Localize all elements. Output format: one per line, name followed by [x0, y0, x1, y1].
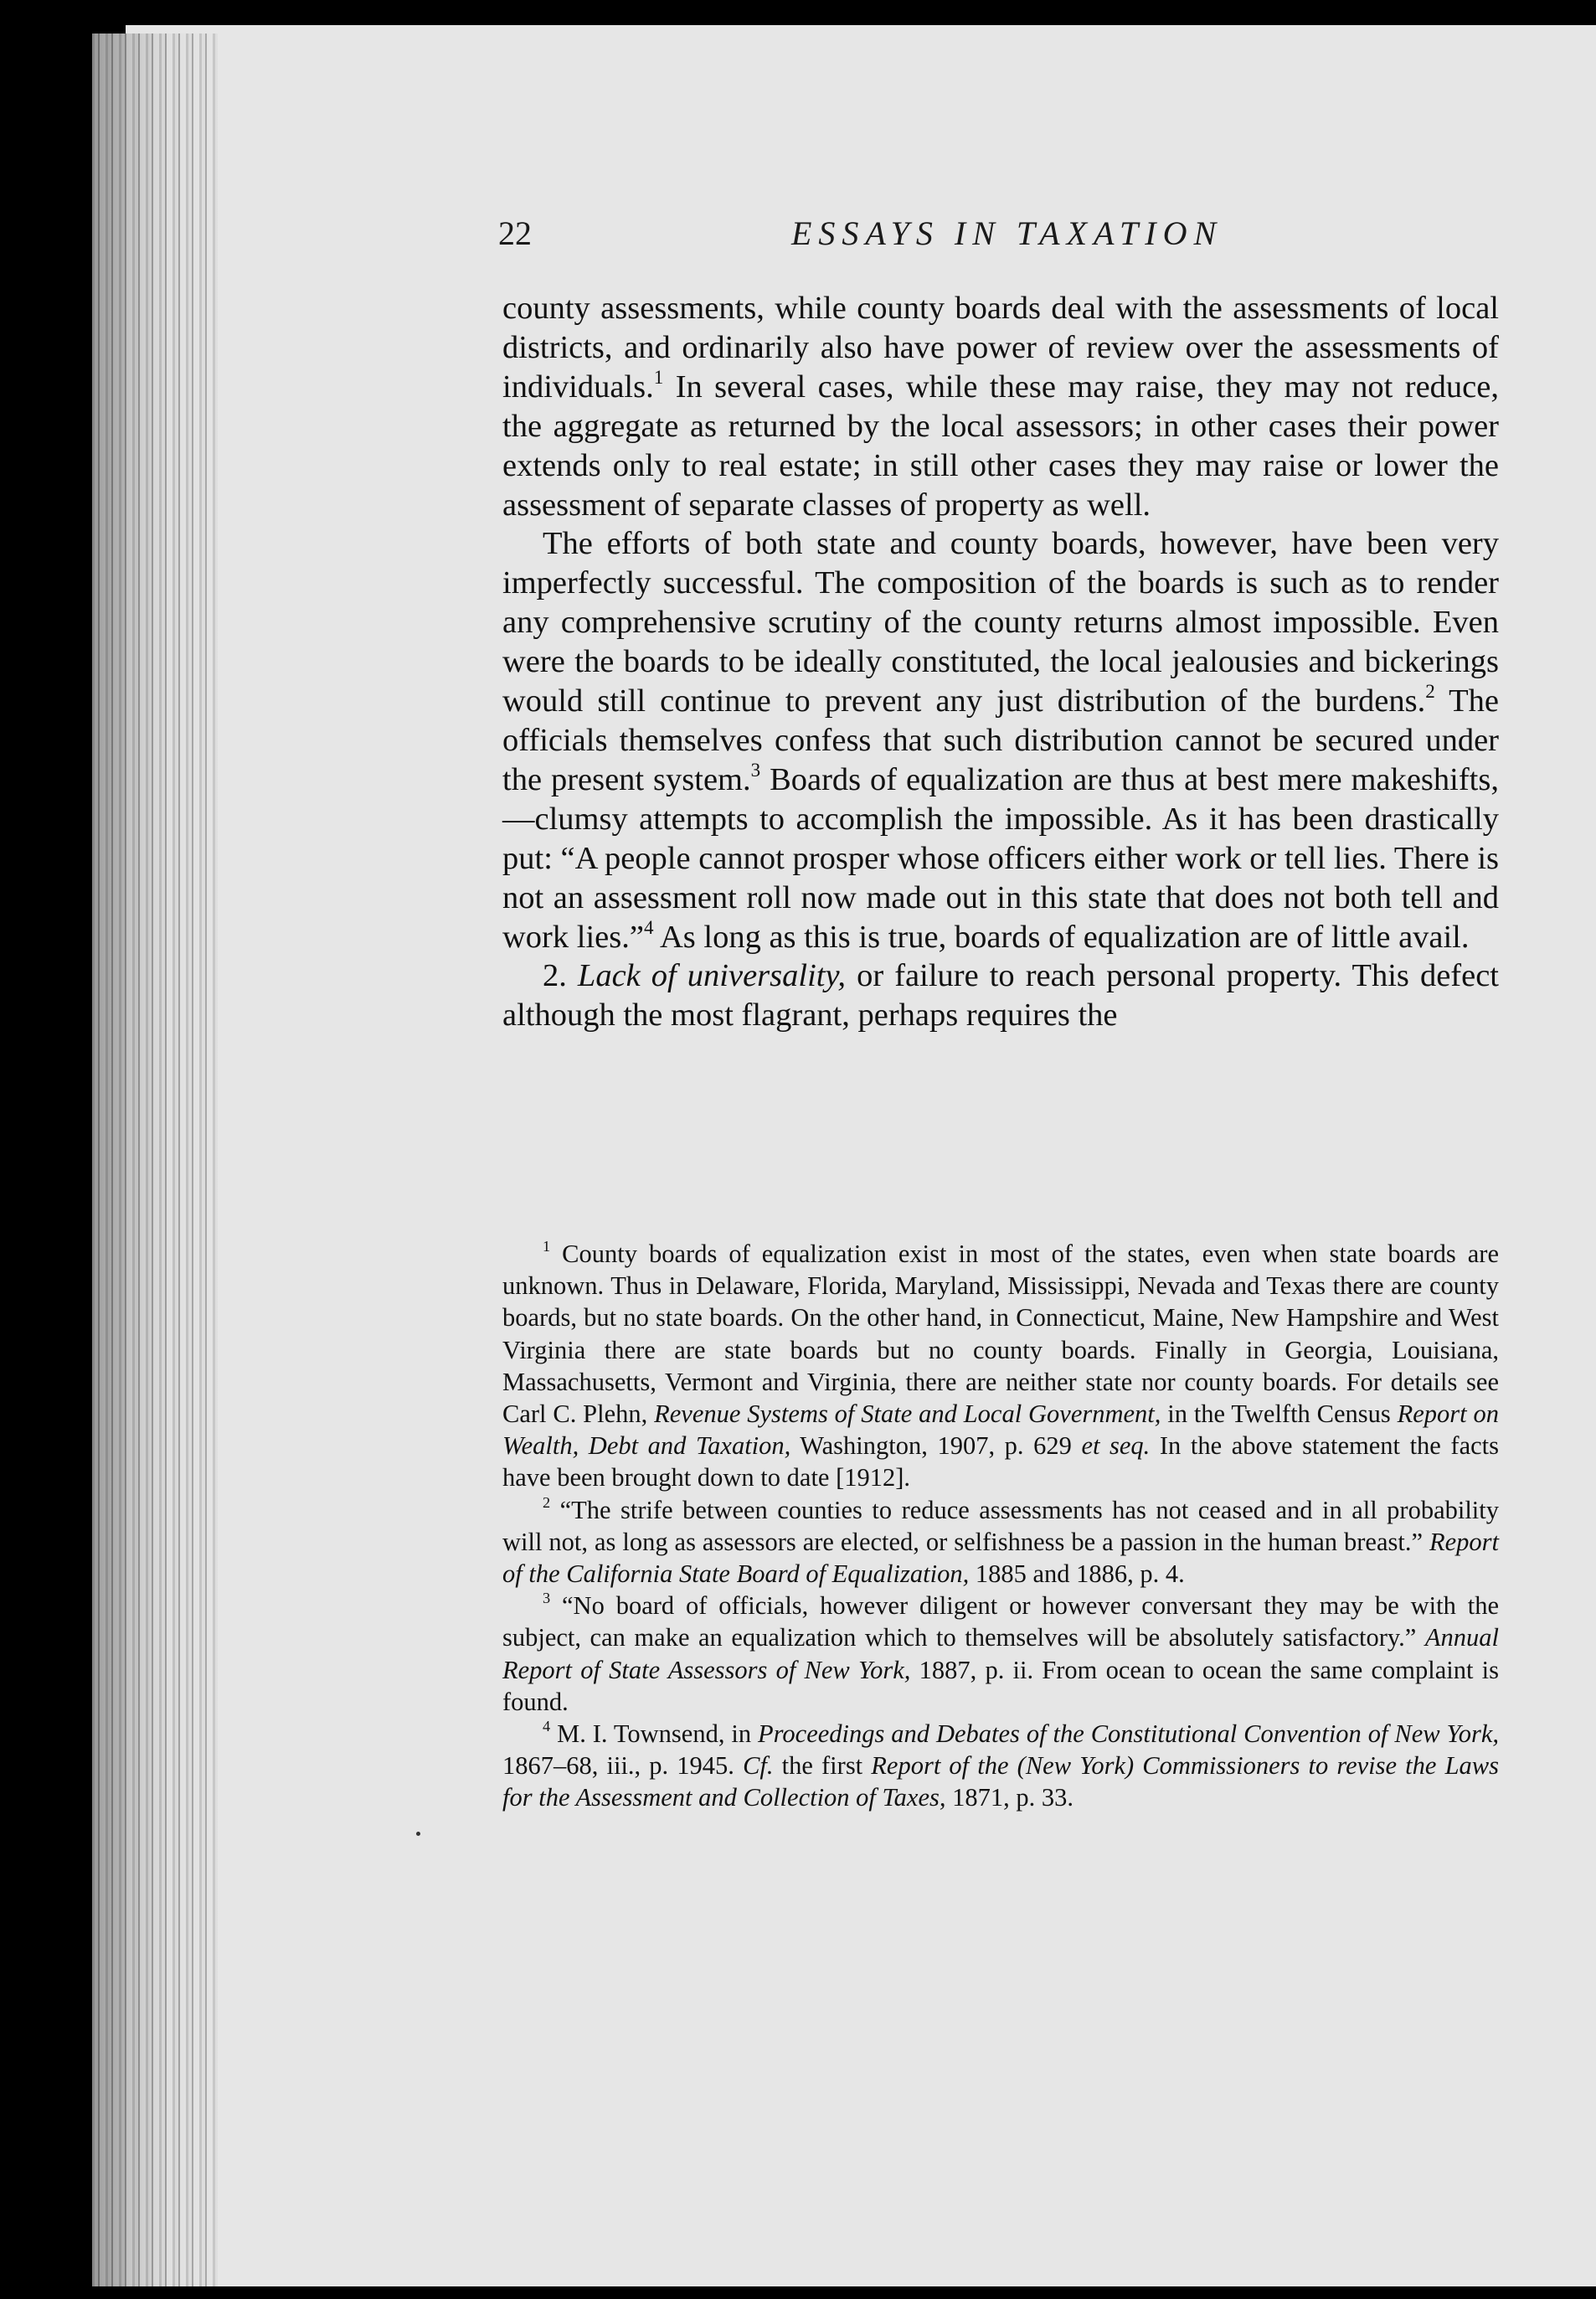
body-text: [502, 289, 1499, 1035]
page-number: 22: [498, 214, 532, 252]
running-title: ESSAYS IN TAXATION: [791, 214, 1223, 252]
footnote-ref-4: 4: [643, 915, 654, 938]
footnote-2: $^2$ “The strife between counties to reduce assessments has not ceased and in all probability will not, as long as assessors are elected, or selfishness be a passion in the human breast.” Report of the California State Board of Equalization, 1885 and 1886, p. 4.: [502, 1493, 1499, 1589]
footnote-ref-1: 1: [653, 365, 664, 388]
footnote-4: $^4$ M. I. Townsend, in Proceedings and Debates of the Constitutional Convention of New York, 1867–68, iii., p. 1945. Cf. the first Report of the (New York) Commissioners to revise the Laws for the Assessment and Collection of Taxes, 1871, p. 33.: [502, 1718, 1499, 1812]
footnote-ref-2: 2: [1425, 679, 1435, 702]
book-spine-edge: [92, 34, 218, 2286]
footnotes: [502, 1238, 1499, 1814]
paragraph-3: 2. Lack of universality, or failure to reach personal property. This defect although the most flagrant, perhaps requires the: [502, 958, 1499, 1034]
section-heading: Lack of universality,: [577, 958, 847, 994]
footnote-ref-3: 3: [750, 758, 761, 781]
running-header: [498, 214, 1361, 264]
paragraph-2: The efforts of both state and county boards, however, have been very imperfectly successful. The composition of the boards is such as to render any comprehensive scrutiny of the county returns almost impossible. Even were the boards to be ideally constituted, the local jealousies and bickerings would still continue to prevent any just distribution of the burdens.$^2$ The officials themselves confess that such distribution cannot be secured under the present system.$^3$ Boards of equalization are thus at best mere makeshifts,—clumsy attempts to accomplish the impossible. As it has been drastically put: “A people cannot prosper whose officers either work or tell lies. There is not an assessment roll now made out in this state that does not both tell and work lies.”$^4$ As long as this is true, boards of equalization are of little avail.: [502, 526, 1499, 955]
margin-speck: [416, 1832, 420, 1836]
footnote-3: $^3$ “No board of officials, however diligent or however conversant they may be with the subject, can make an equalization which to themselves will be absolutely satisfactory.” Annual Report of State Assessors of New York, 1887, p. ii. From ocean to ocean the same complaint is found.: [502, 1590, 1500, 1716]
footnote-1: $^1$ County boards of equalization exist in most of the states, even when state boards are unknown. Thus in Delaware, Florida, Maryland, Mississippi, Nevada and Texas there are county boards, but no state boards. On the other hand, in Connecticut, Maine, New Hampshire and West Virginia there are state boards but no county boards. Finally in Georgia, Louisiana, Massachusetts, Vermont and Virginia, there are neither state nor county boards. For details see Carl C. Plehn, Revenue Systems of State and Local Government, in the Twelfth Census Report on Wealth, Debt and Taxation, Washington, 1907, p. 629 et seq. In the above statement the facts have been brought down to date [1912].: [502, 1238, 1499, 1492]
paragraph-1: county assessments, while county boards deal with the assessments of local districts, and ordinarily also have power of review over the assessments of individuals.$^1$ In several cases, while these may raise, they may not reduce, the aggregate as returned by the local assessors; in other cases their power extends only to real estate; in still other cases they may raise or lower the assessment of separate classes of property as well.: [502, 291, 1499, 523]
